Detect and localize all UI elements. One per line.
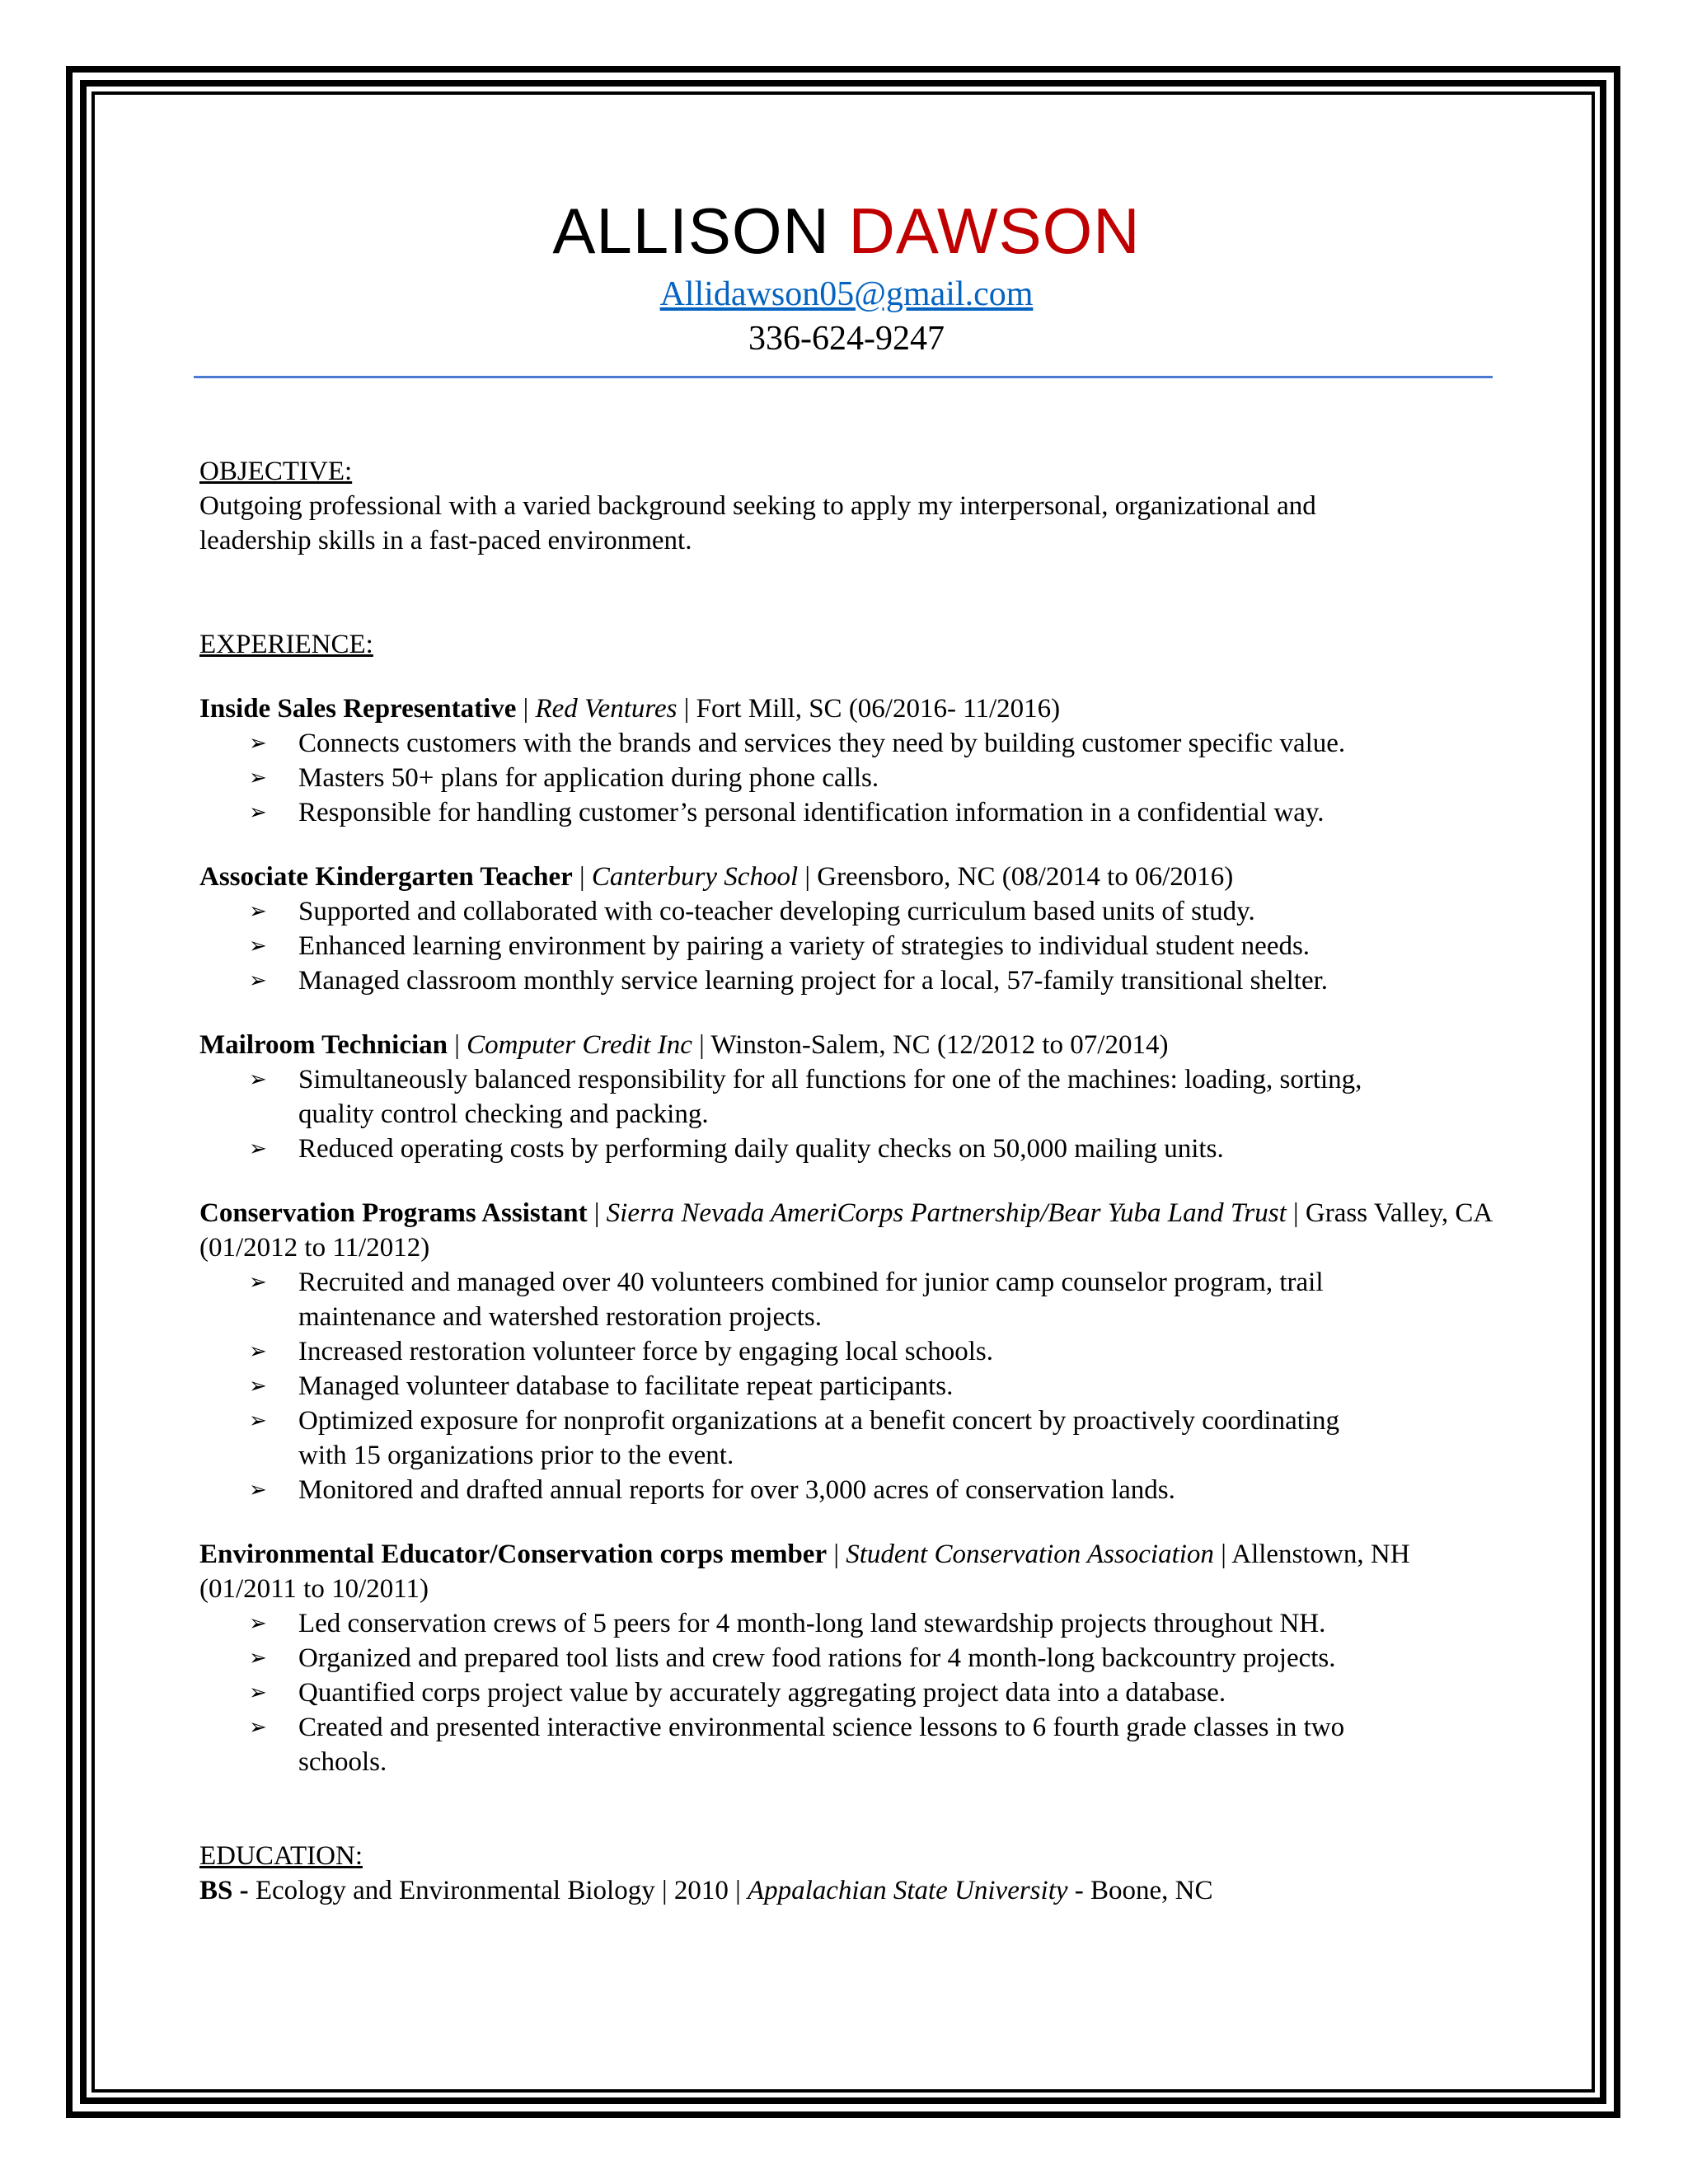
bullet-text: Created and presented interactive environmental science lessons to 6 fourth grade classes in two bbox=[298, 1713, 1345, 1742]
job-header: Environmental Educator/Conservation corps member | Student Conservation Association | Allenstown, NH (01/2011 to 10/2011) bbox=[199, 1540, 1410, 1604]
bullet-text: Managed volunteer database to facilitate repeat participants. bbox=[298, 1371, 954, 1401]
job-bullets bbox=[199, 1606, 1493, 1779]
arrow-bullet-icon: ➢ bbox=[249, 731, 267, 756]
bullet-item bbox=[199, 1369, 1493, 1404]
bullet-item bbox=[199, 894, 1493, 929]
bullet-item bbox=[199, 1334, 1493, 1369]
bullet-item bbox=[199, 1710, 1493, 1779]
arrow-bullet-icon: ➢ bbox=[249, 968, 267, 993]
job-organization: Sierra Nevada AmeriCorps Partnership/Bear Yuba Land Trust bbox=[606, 1198, 1287, 1228]
job-location-dates: Allenstown, NH (01/2011 to 10/2011) bbox=[199, 1540, 1410, 1604]
arrow-bullet-icon: ➢ bbox=[249, 1137, 267, 1161]
bullet-item bbox=[199, 1062, 1493, 1132]
job-location-dates: Fort Mill, SC (06/2016- 11/2016) bbox=[696, 694, 1061, 724]
bullet-text: Led conservation crews of 5 peers for 4 month-long land stewardship projects throughout NH. bbox=[298, 1609, 1326, 1638]
job-organization: Computer Credit Inc bbox=[467, 1030, 692, 1060]
job-bullets bbox=[199, 1062, 1493, 1166]
job-title: Environmental Educator/Conservation corps member bbox=[199, 1540, 828, 1569]
bullet-item bbox=[199, 726, 1493, 761]
arrow-bullet-icon: ➢ bbox=[249, 1408, 267, 1433]
job-bullets bbox=[199, 1265, 1493, 1507]
arrow-bullet-icon: ➢ bbox=[249, 1611, 267, 1636]
bullet-text: Increased restoration volunteer force by engaging local schools. bbox=[298, 1337, 994, 1366]
bullet-text: Reduced operating costs by performing daily quality checks on 50,000 mailing units. bbox=[298, 1134, 1224, 1164]
bullet-item bbox=[199, 1473, 1493, 1507]
job-organization: Student Conservation Association bbox=[846, 1540, 1214, 1569]
bullet-text: Enhanced learning environment by pairing a variety of strategies to individual student needs. bbox=[298, 931, 1311, 961]
phone-number: 336-624-9247 bbox=[748, 320, 945, 358]
bullet-text: schools. bbox=[298, 1747, 387, 1777]
job-location-dates: Winston-Salem, NC (12/2012 to 07/2014) bbox=[710, 1030, 1169, 1060]
bullet-item bbox=[199, 1606, 1493, 1641]
job-bullets bbox=[199, 726, 1493, 830]
bullet-text: Optimized exposure for nonprofit organizations at a benefit concert by proactively coordinating bbox=[298, 1406, 1340, 1436]
arrow-bullet-icon: ➢ bbox=[249, 1715, 267, 1740]
arrow-bullet-icon: ➢ bbox=[249, 1680, 267, 1705]
arrow-bullet-icon: ➢ bbox=[249, 1646, 267, 1671]
arrow-bullet-icon: ➢ bbox=[249, 934, 267, 958]
arrow-bullet-icon: ➢ bbox=[249, 1478, 267, 1502]
experience-list bbox=[199, 691, 1493, 1779]
job-entry bbox=[199, 1537, 1493, 1779]
bullet-text: with 15 organizations prior to the event. bbox=[298, 1441, 734, 1470]
bullet-text: Quantified corps project value by accurately aggregating project data into a database. bbox=[298, 1678, 1226, 1708]
job-entry bbox=[199, 1028, 1493, 1166]
bullet-text: Responsible for handling customer’s personal identification information in a confidential way. bbox=[298, 798, 1325, 827]
bullet-text: Managed classroom monthly service learning project for a local, 57-family transitional shelter. bbox=[298, 966, 1329, 996]
email-link[interactable]: Allidawson05@gmail.com bbox=[659, 275, 1034, 313]
bullet-text: Masters 50+ plans for application during phone calls. bbox=[298, 763, 879, 793]
education-entry: BS - Ecology and Environmental Biology | 2010 | Appalachian State University - Boone, NC bbox=[199, 1876, 1213, 1905]
job-location-dates: Greensboro, NC (08/2014 to 06/2016) bbox=[817, 862, 1234, 892]
bullet-text: Recruited and managed over 40 volunteers combined for junior camp counselor program, trail bbox=[298, 1268, 1324, 1297]
arrow-bullet-icon: ➢ bbox=[249, 1270, 267, 1295]
school-name: Appalachian State University bbox=[747, 1876, 1068, 1905]
bullet-item bbox=[199, 795, 1493, 830]
bullet-text: quality control checking and packing. bbox=[298, 1099, 709, 1129]
graduation-year: 2010 bbox=[673, 1876, 729, 1905]
bullet-item bbox=[199, 1132, 1493, 1166]
job-title: Inside Sales Representative bbox=[199, 694, 517, 724]
school-location: Boone, NC bbox=[1090, 1876, 1213, 1905]
bullet-text: maintenance and watershed restoration projects. bbox=[298, 1302, 822, 1332]
bullet-item bbox=[199, 1265, 1493, 1334]
bullet-item bbox=[199, 929, 1493, 963]
job-title: Mailroom Technician bbox=[199, 1030, 448, 1060]
last-name: DAWSON bbox=[848, 194, 1141, 267]
bullet-text: Monitored and drafted annual reports for over 3,000 acres of conservation lands. bbox=[298, 1475, 1175, 1505]
bullet-text: Simultaneously balanced responsibility for all functions for one of the machines: loading, sorting, bbox=[298, 1065, 1362, 1094]
job-organization: Red Ventures bbox=[535, 694, 678, 724]
education-heading: EDUCATION: bbox=[199, 1841, 363, 1871]
objective-heading: OBJECTIVE: bbox=[199, 457, 353, 486]
bullet-item bbox=[199, 1641, 1493, 1675]
bullet-text: Organized and prepared tool lists and crew food rations for 4 month-long backcountry projects. bbox=[298, 1643, 1336, 1673]
bullet-item bbox=[199, 963, 1493, 998]
job-header: Inside Sales Representative | Red Ventures | Fort Mill, SC (06/2016- 11/2016) bbox=[199, 694, 1061, 724]
degree: BS - bbox=[199, 1876, 249, 1905]
job-bullets bbox=[199, 894, 1493, 998]
first-name: ALLISON bbox=[552, 194, 830, 267]
job-entry bbox=[199, 860, 1493, 998]
bullet-text: Supported and collaborated with co-teacher developing curriculum based units of study. bbox=[298, 897, 1255, 926]
experience-heading: EXPERIENCE: bbox=[199, 630, 373, 659]
job-title: Associate Kindergarten Teacher bbox=[199, 862, 573, 892]
arrow-bullet-icon: ➢ bbox=[249, 1339, 267, 1364]
degree-field: Ecology and Environmental Biology bbox=[255, 1876, 655, 1905]
job-header: Mailroom Technician | Computer Credit Inc | Winston-Salem, NC (12/2012 to 07/2014) bbox=[199, 1030, 1169, 1060]
arrow-bullet-icon: ➢ bbox=[249, 1067, 267, 1092]
candidate-name bbox=[199, 191, 1493, 270]
job-header: Associate Kindergarten Teacher | Canterbury School | Greensboro, NC (08/2014 to 06/2016) bbox=[199, 862, 1234, 892]
arrow-bullet-icon: ➢ bbox=[249, 1374, 267, 1399]
objective-line-1: Outgoing professional with a varied background seeking to apply my interpersonal, organizational and bbox=[199, 491, 1316, 521]
bullet-text: Connects customers with the brands and services they need by building customer specific value. bbox=[298, 729, 1346, 758]
bullet-item bbox=[199, 1675, 1493, 1710]
arrow-bullet-icon: ➢ bbox=[249, 800, 267, 825]
job-entry bbox=[199, 691, 1493, 830]
arrow-bullet-icon: ➢ bbox=[249, 766, 267, 790]
bullet-item bbox=[199, 1404, 1493, 1473]
bullet-item bbox=[199, 761, 1493, 795]
job-entry bbox=[199, 1196, 1493, 1507]
objective-line-2: leadership skills in a fast-paced environment. bbox=[199, 526, 692, 555]
job-organization: Canterbury School bbox=[591, 862, 799, 892]
job-header: Conservation Programs Assistant | Sierra Nevada AmeriCorps Partnership/Bear Yuba Land Trust | Grass Valley, CA (01/2012 to 11/2012) bbox=[199, 1198, 1492, 1263]
resume-page bbox=[199, 191, 1493, 1908]
job-title: Conservation Programs Assistant bbox=[199, 1198, 588, 1228]
arrow-bullet-icon: ➢ bbox=[249, 899, 267, 924]
job-location-dates: Grass Valley, CA (01/2012 to 11/2012) bbox=[199, 1198, 1492, 1263]
